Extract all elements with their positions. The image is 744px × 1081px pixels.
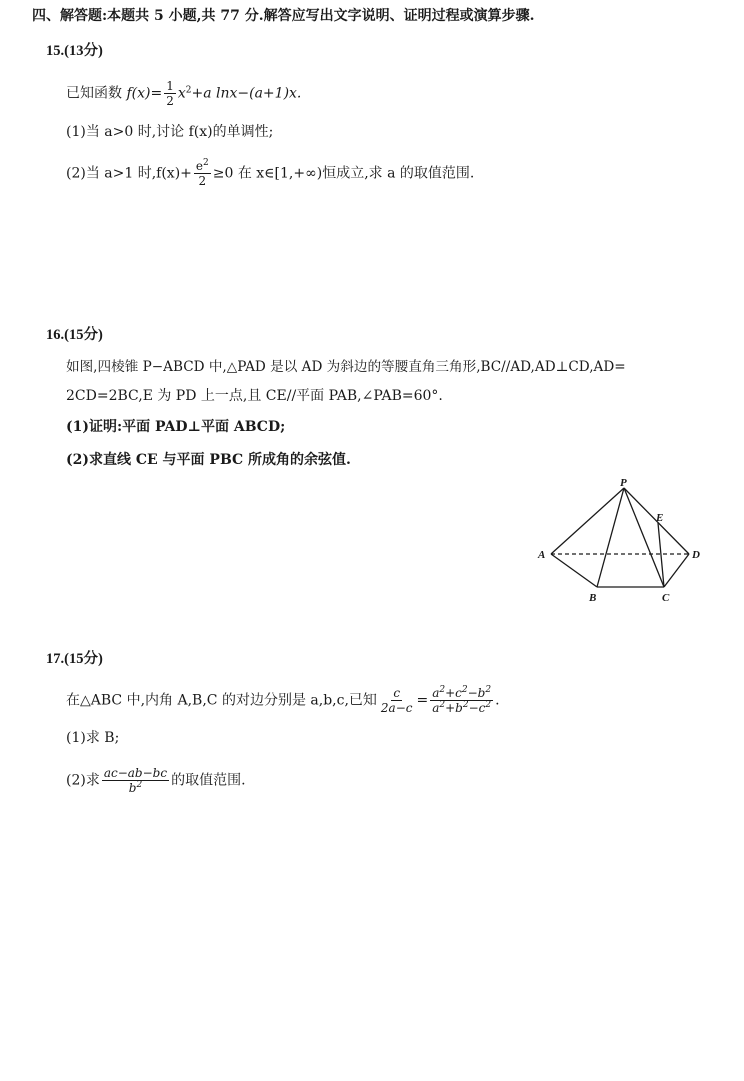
problem-15-header: 15.(13分) [46,43,103,59]
problem-15-stem-square: 2 [185,85,192,96]
term: −b [467,686,486,700]
problem-15-part-2 [66,160,474,187]
label-c: C [662,592,670,604]
fraction-denominator-sup: 2 [136,780,143,790]
edge-cd [664,554,689,587]
label-d: D [692,549,700,561]
fraction-denominator: 2 [166,94,174,108]
problem-15-stem-x: x [177,85,186,102]
term-square: 2 [462,700,469,710]
section-title: 四、解答题:本题共 5 小题,共 77 分.解答应写出文字说明、证明过程或演算步骤. [32,8,535,24]
fraction-denominator-b: b [128,781,137,795]
pyramid-figure [535,478,710,606]
label-e: E [656,512,664,524]
term-square: 2 [485,685,492,695]
problem-16-header: 16.(15分) [46,327,103,343]
fraction-denominator: 2a−c [380,701,413,715]
problem-15-half-fraction [164,80,176,107]
problem-15-e-squared-fraction [194,160,211,187]
edge-ab [551,554,597,587]
term-square: 2 [485,700,492,710]
label-a: A [538,549,546,561]
problem-17-equals: = [416,692,429,709]
problem-16-part-2: (2)求直线 CE 与平面 PBC 所成角的余弦值. [66,452,351,468]
label-b: B [589,592,597,604]
problem-15-stem-rest: +a lnx−(a+1)x. [191,85,302,102]
problem-15-stem-prefix: 已知函数 [66,85,127,102]
problem-17-part-2-b: 的取值范围. [171,772,246,789]
problem-15-stem-lhs: f(x)= [126,85,163,102]
edge-pc [624,488,664,587]
label-p: P [620,478,627,489]
fraction-numerator: 1 [166,79,174,93]
term: a [432,686,440,700]
term: −c [468,701,486,715]
problem-16-line-2: 2CD=2BC,E 为 PD 上一点,且 CE//平面 PAB,∠PAB=60°. [66,388,443,404]
segment-ce [658,523,664,587]
fraction-numerator-e: e [195,159,204,173]
problem-17-range-fraction [102,767,169,794]
fraction-numerator [430,687,493,701]
fraction-numerator [194,160,211,174]
fraction-denominator: 2 [198,174,207,188]
term-square: 2 [439,700,446,710]
term-square: 2 [461,685,468,695]
problem-17-header: 17.(15分) [46,651,103,667]
problem-17-stem-end: . [495,692,500,709]
term: +b [445,701,463,715]
term: +c [445,686,462,700]
fraction-numerator: ac−ab−bc [103,766,168,780]
problem-17-fraction-1 [379,687,415,714]
problem-15-part-1: (1)当 a>0 时,讨论 f(x)的单调性; [66,124,274,140]
problem-17-fraction-2 [430,687,493,714]
term-square: 2 [439,685,446,695]
problem-16-part-1: (1)证明:平面 PAD⊥平面 ABCD; [66,419,286,435]
edge-pb [597,488,624,587]
fraction-denominator [127,781,144,794]
edge-pa [551,488,624,554]
problem-15-part-2-a: (2)当 a>1 时,f(x)+ [66,165,192,182]
problem-17-stem [66,687,500,714]
problem-15-stem [66,80,301,107]
fraction-numerator-sup: 2 [203,158,209,168]
fraction-numerator: c [393,686,401,700]
problem-17-part-2-a: (2)求 [66,772,100,789]
term: a [432,701,440,715]
problem-16-line-1: 如图,四棱锥 P−ABCD 中,△PAD 是以 AD 为斜边的等腰直角三角形,BC//AD,AD⊥CD,AD= [66,359,626,375]
fraction-denominator [430,701,493,714]
problem-15-part-2-b: ≥0 在 x∈[1,+∞)恒成立,求 a 的取值范围. [212,165,475,182]
problem-17-part-1: (1)求 B; [66,730,120,746]
problem-17-stem-a: 在△ABC 中,内角 A,B,C 的对边分别是 a,b,c,已知 [66,692,377,709]
problem-17-part-2 [66,767,246,794]
